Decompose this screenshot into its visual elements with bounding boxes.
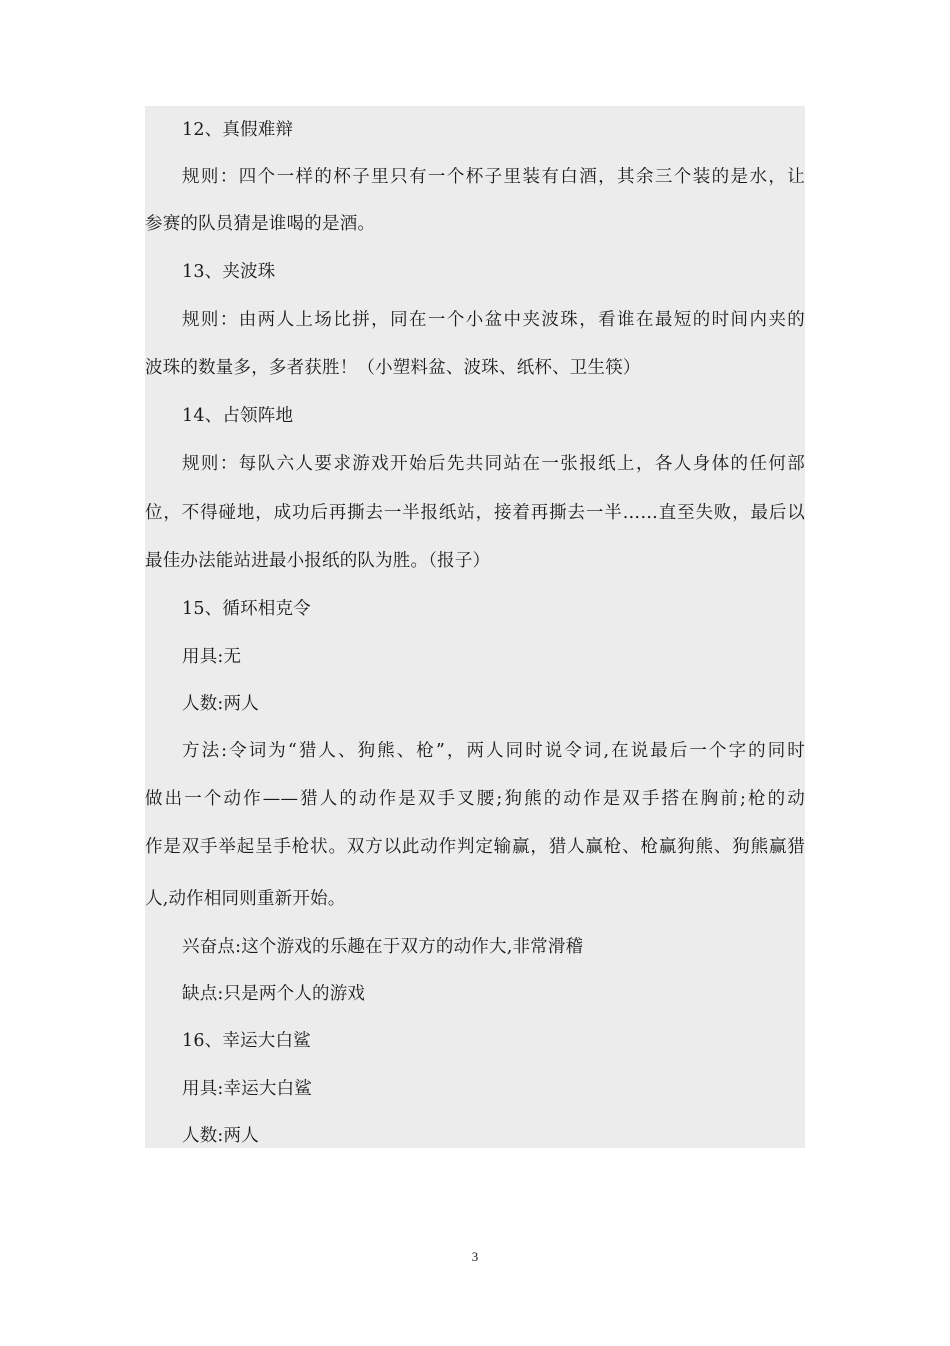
document-body: [145, 106, 805, 1148]
paragraph-line: 人,动作相同则重新开始。: [145, 889, 346, 909]
paragraph-line: 最佳办法能站进最小报纸的队为胜。（报子）: [145, 551, 491, 571]
paragraph-line: 兴奋点:这个游戏的乐趣在于双方的动作大,非常滑稽: [182, 937, 584, 957]
paragraph-line: 用具:幸运大白鲨: [182, 1079, 312, 1099]
page-number: 3: [471, 1249, 479, 1264]
paragraph-line: 参赛的队员猜是谁喝的是酒。: [145, 214, 376, 234]
paragraph-line: 方法:令词为“猎人、狗熊、枪”，两人同时说令词,在说最后一个字的同时: [182, 741, 805, 761]
paragraph-line: 人数:两人: [182, 694, 259, 714]
paragraph-line: 人数:两人: [182, 1126, 259, 1146]
paragraph-line: 规则：四个一样的杯子里只有一个杯子里装有白酒，其余三个装的是水，让: [182, 167, 805, 187]
heading-12: 12、真假难辩: [182, 120, 294, 140]
paragraph-line: 做出一个动作——猎人的动作是双手叉腰;狗熊的动作是双手搭在胸前;枪的动: [145, 789, 805, 809]
heading-14: 14、占领阵地: [182, 406, 294, 426]
paragraph-line: 位，不得碰地，成功后再撕去一半报纸站，接着再撕去一半……直至失败，最后以: [145, 503, 805, 523]
paragraph-line: 作是双手举起呈手枪状。双方以此动作判定输赢，猎人赢枪、枪赢狗熊、狗熊赢猎: [145, 837, 805, 857]
paragraph-line: 波珠的数量多，多者获胜！（小塑料盆、波珠、纸杯、卫生筷）: [145, 358, 641, 378]
paragraph-line: 规则：每队六人要求游戏开始后先共同站在一张报纸上，各人身体的任何部: [182, 454, 805, 474]
paragraph-line: 规则：由两人上场比拼，同在一个小盆中夹波珠，看谁在最短的时间内夹的: [182, 310, 805, 330]
paragraph-line: 用具:无: [182, 647, 242, 667]
heading-15: 15、循环相克令: [182, 599, 311, 619]
paragraph-line: 缺点:只是两个人的游戏: [182, 984, 366, 1004]
heading-16: 16、幸运大白鲨: [182, 1031, 311, 1051]
heading-13: 13、夹波珠: [182, 262, 276, 282]
